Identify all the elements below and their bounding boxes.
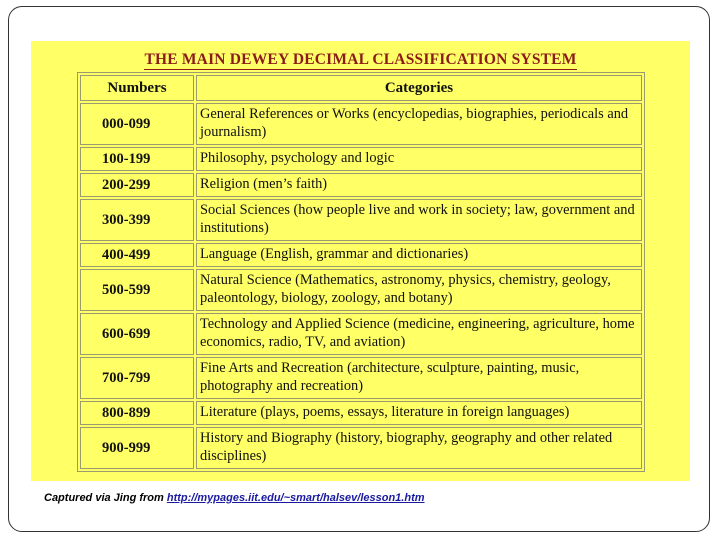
row-number: 500-599 [80,269,194,311]
table-row [80,147,642,171]
table-row [80,243,642,267]
header-categories: Categories [196,75,642,101]
table-row [80,269,642,311]
row-number: 800-899 [80,401,194,425]
row-category: Literature (plays, poems, essays, literature in foreign languages) [196,401,642,425]
row-category: History and Biography (history, biography, geography and other related disciplines) [196,427,642,469]
row-category: Fine Arts and Recreation (architecture, sculpture, painting, music, photography and recreation) [196,357,642,399]
row-number: 900-999 [80,427,194,469]
row-category: Religion (men’s faith) [196,173,642,197]
table-row [80,401,642,425]
caption-prefix: Captured via Jing from [44,492,167,504]
table-row [80,427,642,469]
row-category: Language (English, grammar and dictionaries) [196,243,642,267]
yellow-panel [31,41,690,481]
row-number: 600-699 [80,313,194,355]
table-row [80,173,642,197]
table-row [80,313,642,355]
row-number: 200-299 [80,173,194,197]
row-number: 400-499 [80,243,194,267]
table-row [80,103,642,145]
row-number: 100-199 [80,147,194,171]
row-number: 300-399 [80,199,194,241]
table-row [80,199,642,241]
source-caption [44,492,425,504]
row-category: Technology and Applied Science (medicine, engineering, agriculture, home economics, radio, TV, and aviation) [196,313,642,355]
row-number: 700-799 [80,357,194,399]
header-numbers: Numbers [80,75,194,101]
row-category: Social Sciences (how people live and work in society; law, government and institutions) [196,199,642,241]
table-header-row [80,75,642,101]
dewey-table [77,72,645,472]
row-number: 000-099 [80,103,194,145]
row-category: Philosophy, psychology and logic [196,147,642,171]
page-title: THE MAIN DEWEY DECIMAL CLASSIFICATION SYSTEM [144,51,577,68]
row-category: General References or Works (encyclopedias, biographies, periodicals and journalism) [196,103,642,145]
table-row [80,357,642,399]
source-link[interactable]: http://mypages.iit.edu/~smart/halsev/lesson1.htm [166,492,425,504]
row-category: Natural Science (Mathematics, astronomy, physics, chemistry, geology, paleontology, biology, zoology, and botany) [196,269,642,311]
